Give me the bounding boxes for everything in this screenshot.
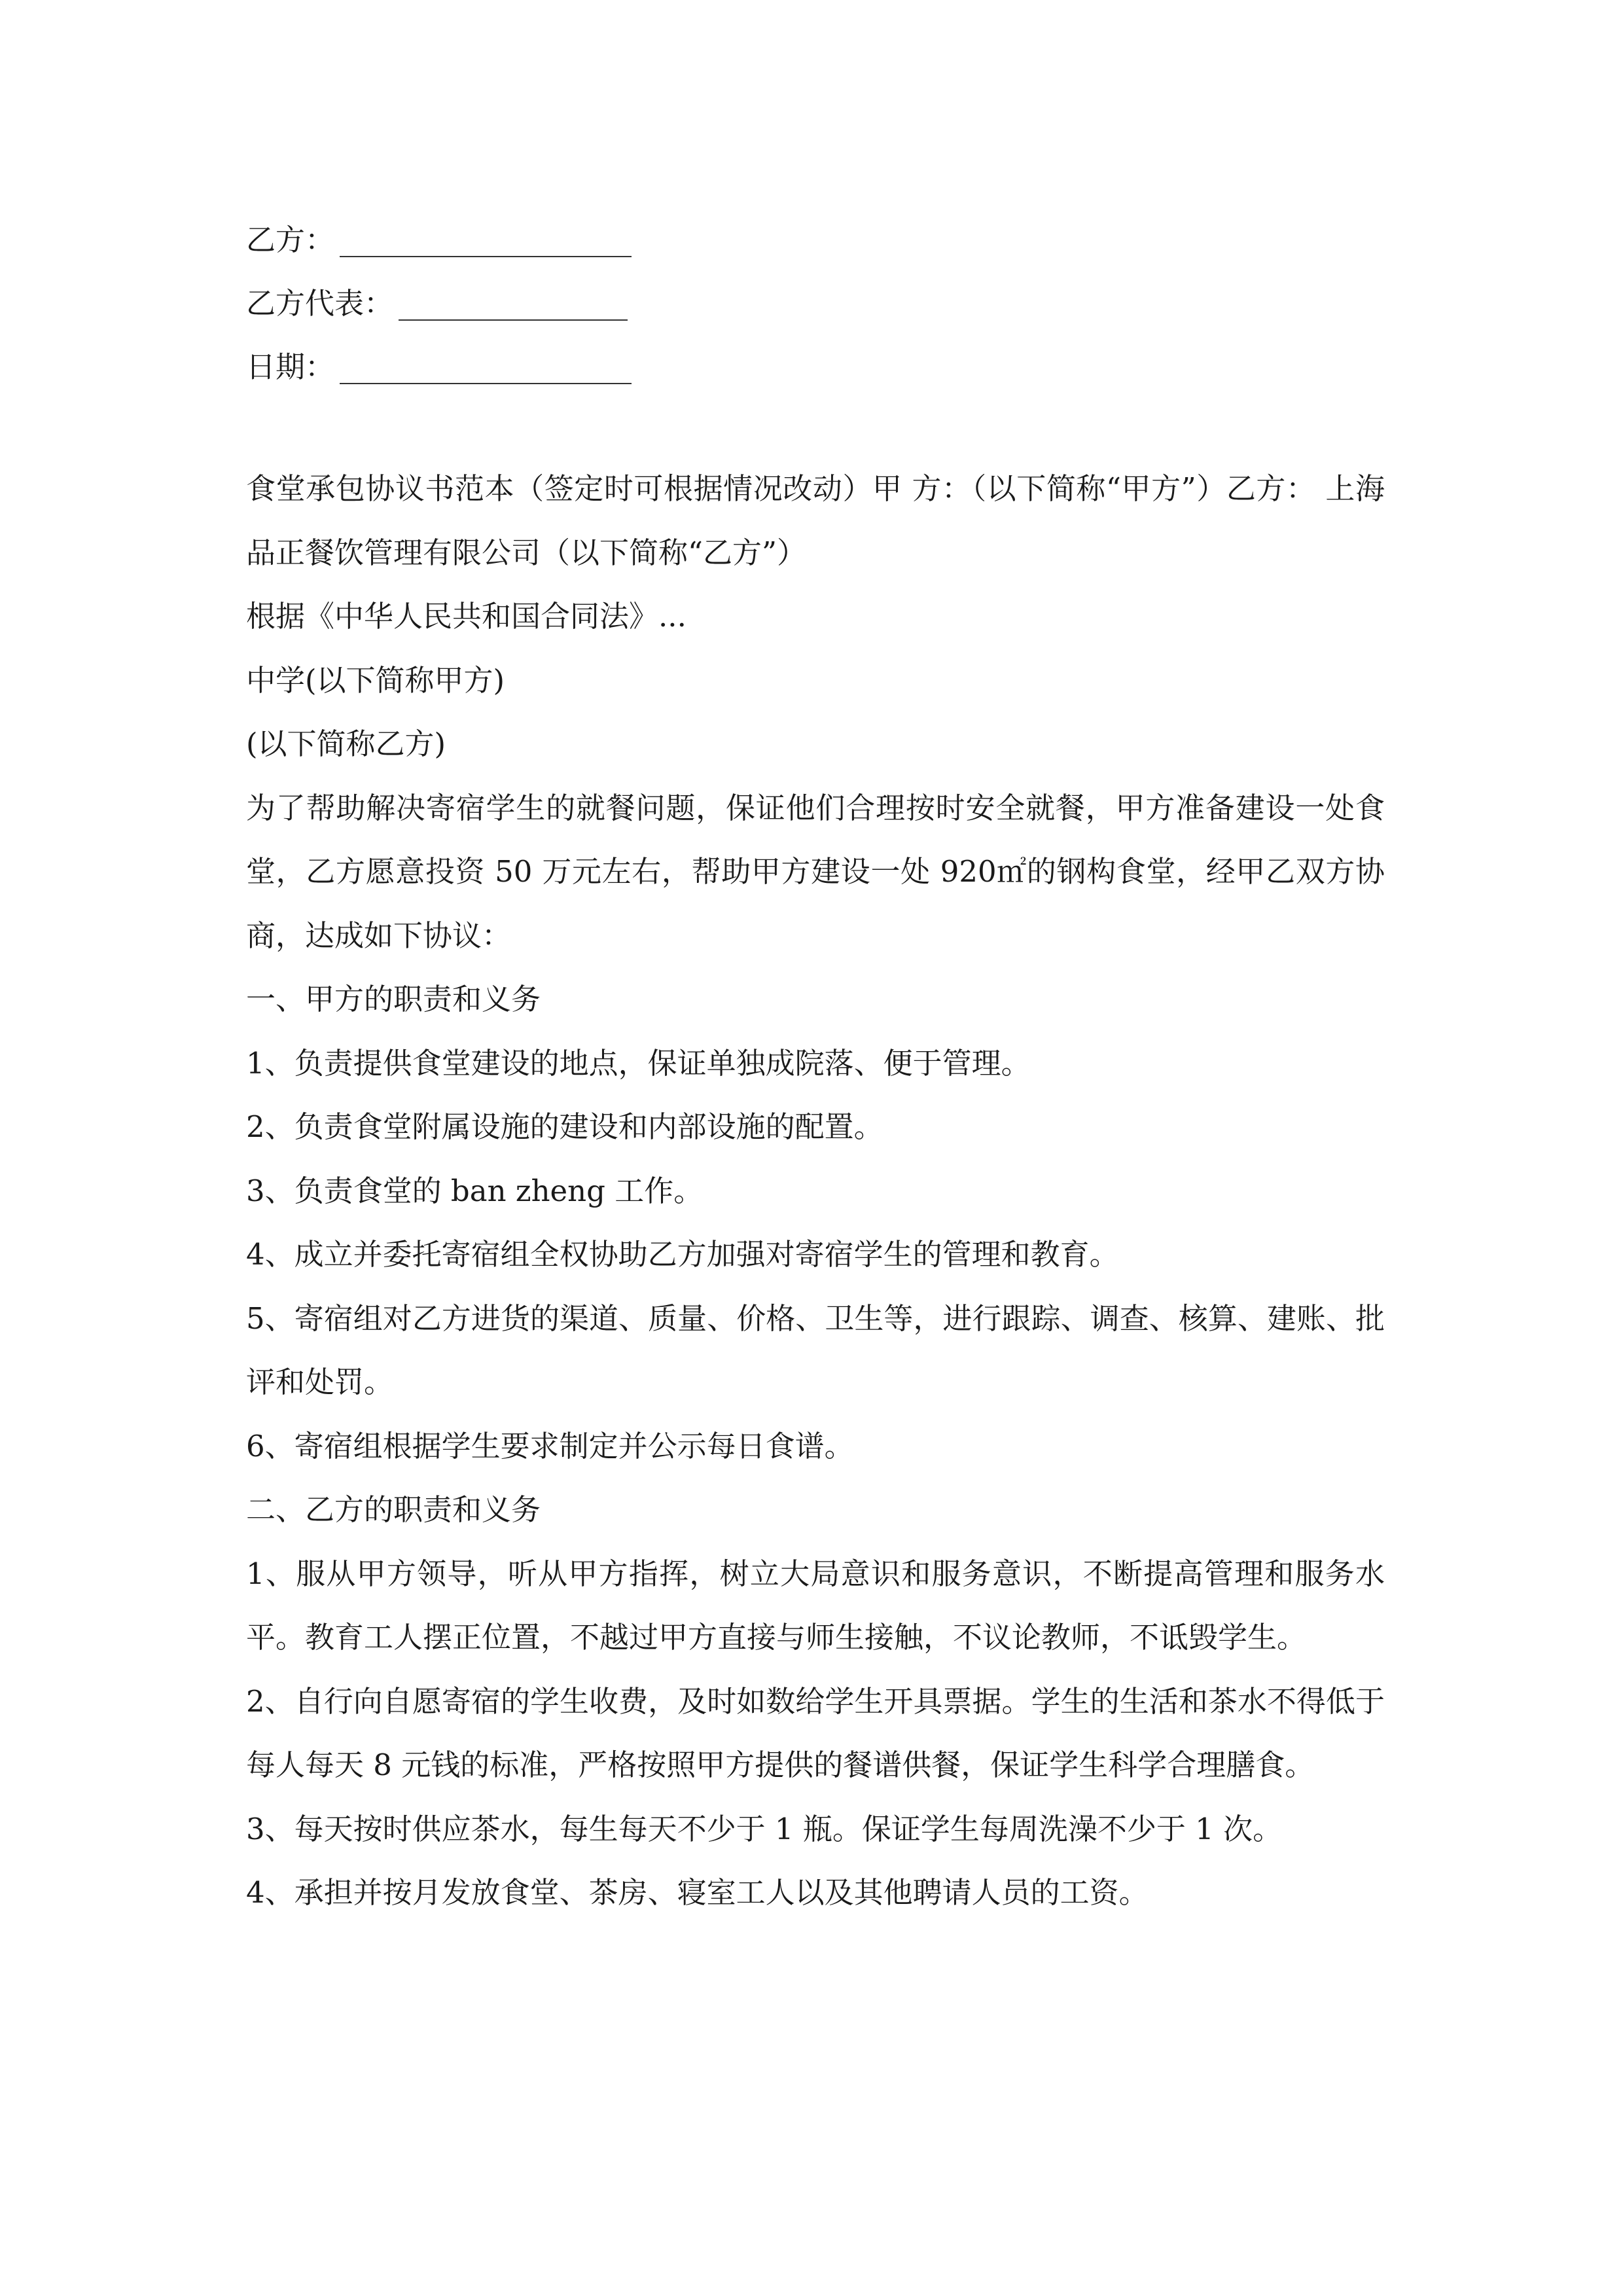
party-b-label: 乙方： — [246, 223, 335, 257]
document-page — [246, 208, 1385, 1910]
party-b-blank[interactable] — [340, 223, 632, 257]
party-b-rep-label: 乙方代表： — [246, 286, 394, 321]
agreement-intro: 食堂承包协议书范本（签定时可根据情况改动）甲 方：（以下简称“甲方”）乙方： 上海品正餐饮管理有限公司（以下简称“乙方”） — [246, 471, 1385, 570]
party-b-clause-1: 1、服从甲方领导，听从甲方指挥，树立大局意识和服务意识，不断提高管理和服务水平。教育工人摆正位置，不越过甲方直接与师生接触，不议论教师，不诋毁学生。 — [246, 1556, 1385, 1655]
party-a-clause-4: 4、成立并委托寄宿组全权协助乙方加强对寄宿学生的管理和教育。 — [246, 1237, 1119, 1272]
party-a-clause-2: 2、负责食堂附属设施的建设和内部设施的配置。 — [246, 1109, 883, 1144]
party-a-clause-5: 5、寄宿组对乙方进货的渠道、质量、价格、卫生等，进行跟踪、调查、核算、建账、批评和处罚。 — [246, 1300, 1385, 1399]
purpose-paragraph: 为了帮助解决寄宿学生的就餐问题，保证他们合理按时安全就餐，甲方准备建设一处食堂，乙方愿意投资 50 万元左右，帮助甲方建设一处 920㎡的钢构食堂，经甲乙双方协商，达成如下协议： — [246, 790, 1385, 953]
party-b-definition: (以下简称乙方) — [246, 726, 446, 761]
party-a-clause-3: 3、负责食堂的 ban zheng 工作。 — [246, 1173, 704, 1208]
date-blank[interactable] — [340, 350, 632, 384]
date-label: 日期： — [246, 350, 335, 384]
agreement-body — [246, 457, 1385, 1925]
party-b-clause-4: 4、承担并按月发放食堂、茶房、寝室工人以及其他聘请人员的工资。 — [246, 1875, 1149, 1910]
party-b-signature-line — [246, 208, 1385, 272]
section-heading-party-b: 二、乙方的职责和义务 — [246, 1492, 541, 1527]
contract-law-reference: 根据《中华人民共和国合同法》... — [246, 599, 687, 634]
party-b-clause-2: 2、自行向自愿寄宿的学生收费，及时如数给学生开具票据。学生的生活和茶水不得低于每人每天 8 元钱的标准，严格按照甲方提供的餐谱供餐，保证学生科学合理膳食。 — [246, 1683, 1385, 1782]
party-b-clause-3: 3、每天按时供应茶水，每生每天不少于 1 瓶。保证学生每周洗澡不少于 1 次。 — [246, 1811, 1283, 1846]
section-heading-party-a: 一、甲方的职责和义务 — [246, 982, 541, 1016]
party-a-definition: 中学(以下简称甲方) — [246, 662, 505, 698]
date-signature-line — [246, 335, 1385, 399]
party-a-clause-6: 6、寄宿组根据学生要求制定并公示每日食谱。 — [246, 1428, 854, 1463]
party-a-clause-1: 1、负责提供食堂建设的地点，保证单独成院落、便于管理。 — [246, 1045, 1031, 1081]
party-b-rep-blank[interactable] — [399, 287, 628, 321]
party-b-rep-signature-line — [246, 272, 1385, 335]
